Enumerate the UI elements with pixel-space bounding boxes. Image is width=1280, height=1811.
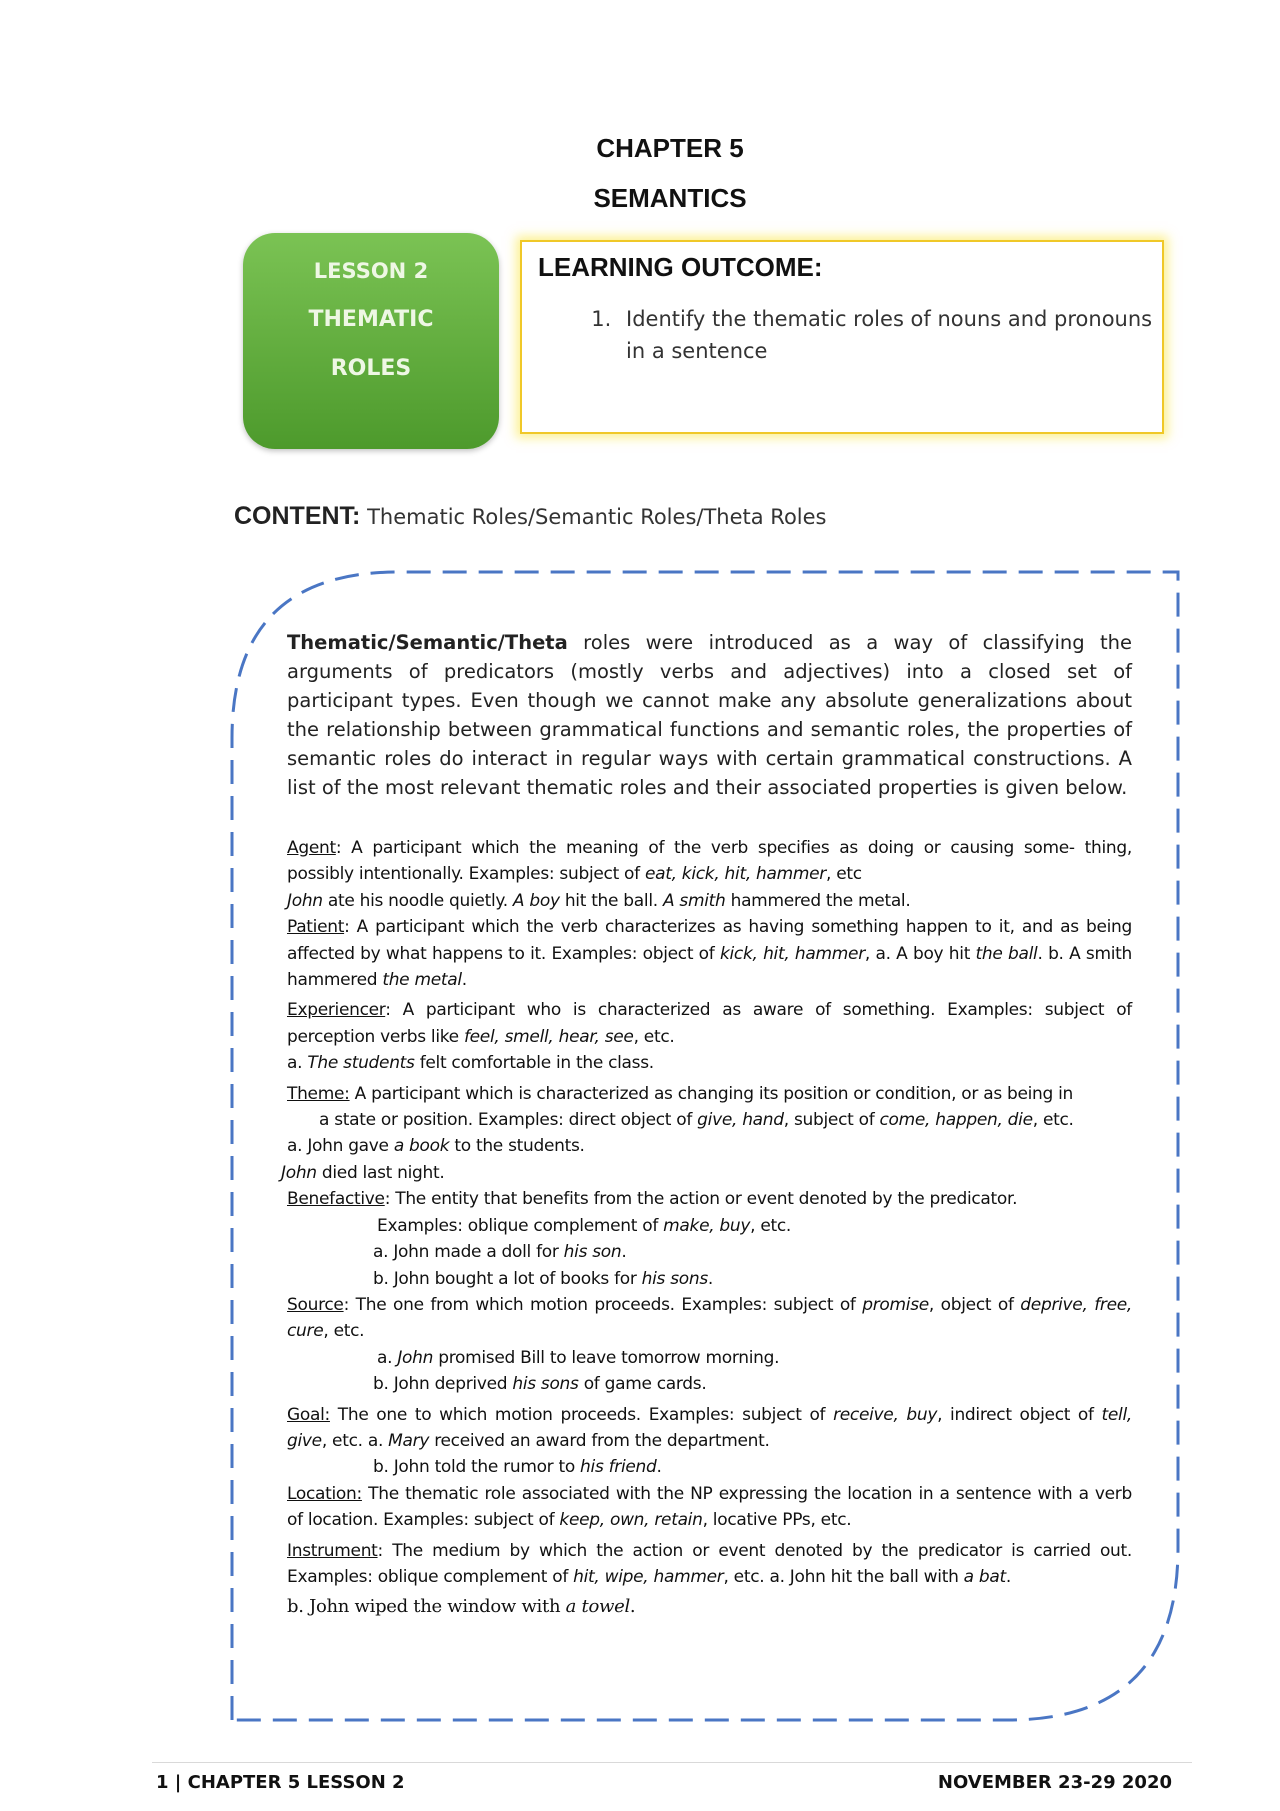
role-location (287, 1481, 1132, 1534)
sentence-part: of game cards. (578, 1374, 707, 1395)
role-definition-tail: , etc. (323, 1321, 365, 1342)
role-definition-mid: . b. A smith hammered (287, 943, 1133, 991)
sentence-part: a. (377, 1347, 398, 1368)
role-example: eat, kick, hit, hammer (644, 864, 826, 885)
role-example: Mary (388, 1430, 430, 1451)
role-benefactive-line-2 (287, 1213, 1132, 1239)
role-definition-tail: . (461, 970, 467, 991)
sentence-part: a. John gave (287, 1136, 394, 1157)
role-example: a bat (963, 1566, 1006, 1587)
content-text: Thematic Roles/Semantic Roles/Theta Roles (367, 505, 827, 529)
sentence-part: a towel (565, 1596, 630, 1618)
role-definition-tail: , etc. (750, 1215, 792, 1236)
role-definition-mid: , subject of (783, 1110, 880, 1131)
sentence-part: b. John bought a lot of books for (373, 1268, 642, 1289)
sentence-part: promised Bill to leave tomorrow morning. (433, 1347, 780, 1368)
sentence-part: b. John deprived (373, 1374, 513, 1395)
role-experiencer (287, 997, 1132, 1050)
role-sentence (287, 1371, 1132, 1397)
role-definition-mid: , object of (928, 1294, 1021, 1315)
footer-page-label: 1 | CHAPTER 5 LESSON 2 (156, 1772, 405, 1793)
role-definition-tail: . (1005, 1566, 1011, 1587)
role-term: Source (287, 1294, 344, 1315)
sentence-part: a book (393, 1136, 450, 1157)
sentence-part: John (287, 890, 323, 911)
sentence-part: felt comfortable in the class. (414, 1053, 654, 1074)
sentence-part: his sons (641, 1268, 708, 1289)
chapter-title: SEMANTICS (593, 183, 747, 213)
role-instrument (287, 1538, 1132, 1591)
role-source (287, 1292, 1132, 1345)
role-term: Goal: (287, 1404, 330, 1425)
role-sentence (287, 1266, 1132, 1292)
role-agent (287, 835, 1132, 888)
role-term: Patient (287, 917, 345, 938)
sentence-part: b. John told the rumor to (373, 1457, 581, 1478)
role-example: come, happen, die (879, 1110, 1033, 1131)
role-definition-tail: , etc (826, 864, 862, 885)
sentence-part: ate his noodle quietly. (322, 890, 513, 911)
lesson-number: LESSON 2 (313, 259, 429, 283)
sentence-part: John (281, 1162, 317, 1183)
role-definition-tail: received an award from the department. (429, 1430, 770, 1451)
role-example: the ball (975, 943, 1038, 964)
sentence-part: b. John wiped the window with (287, 1596, 566, 1618)
role-example: tell, give (287, 1404, 1132, 1451)
sentence-part: . (707, 1268, 714, 1289)
role-sentence (287, 1454, 1132, 1480)
role-example: deprive, free, cure (287, 1294, 1132, 1342)
role-benefactive (287, 1186, 1132, 1212)
learning-outcome-list (522, 303, 1162, 367)
role-definition: a state or position. Examples: direct object of (319, 1110, 698, 1131)
sentence-part: . (629, 1596, 636, 1618)
role-term: Benefactive (287, 1189, 385, 1210)
role-sentence (287, 1133, 1132, 1159)
role-definition-mid: , indirect object of (937, 1404, 1102, 1425)
role-example: receive, buy (833, 1404, 938, 1425)
role-definition: A participant which is characterized as changing its position or condition, or as being in (349, 1083, 1074, 1104)
sentence-part: died last night. (316, 1162, 445, 1183)
role-sentence (281, 1160, 1132, 1186)
role-definition-mid: , etc. a. (321, 1430, 389, 1451)
role-patient (287, 914, 1132, 993)
role-definition-tail: , etc. (633, 1026, 675, 1047)
chapter-number: CHAPTER 5 (596, 133, 744, 163)
sentence-part: his son (563, 1242, 622, 1263)
role-example: kick, hit, hammer (719, 943, 865, 964)
role-definition: : The medium by which the action or event denoted by the predicator is carried out. Examples: oblique complement of (287, 1540, 1132, 1587)
role-example: hit, wipe, hammer (573, 1566, 724, 1587)
role-example: promise (862, 1294, 929, 1315)
role-sentence (287, 1050, 1132, 1076)
role-definition: The one to which motion proceeds. Examples: subject of (329, 1404, 834, 1425)
lesson-title-line-1: THEMATIC (308, 307, 434, 332)
role-example: make, buy (663, 1215, 751, 1236)
role-definition: The thematic role associated with the NP expressing the location in a sentence with a verb of location. Examples: subject of (287, 1483, 1132, 1531)
role-definition-mid: , a. A boy hit (864, 943, 976, 964)
sentence-part: A boy (512, 890, 560, 911)
intro-text: roles were introduced as a way of classifying the arguments of predicators (mostly verbs and adjectives) into a closed set of participant types. Even though we cannot make any absolute generalizations about the relationship between grammatical functions and semantic roles, the properties of semantic roles do interact in regular ways with certain grammatical constructions. A list of the most relevant thematic roles and their associated properties is given below. (287, 631, 1132, 799)
role-definition: : A participant who is characterized as aware of something. Examples: subject of perception verbs like (287, 1000, 1132, 1047)
role-term: Experiencer (287, 1000, 386, 1021)
role-example: feel, smell, hear, see (463, 1026, 634, 1047)
sentence-part: . (656, 1457, 662, 1478)
role-definition: : The one from which motion proceeds. Examples: subject of (343, 1294, 863, 1315)
sentence-part: The students (307, 1053, 415, 1074)
role-definition: : A participant which the verb characterizes as having something happen to it, and as being affected by what happens to it. Examples: object of (287, 917, 1132, 964)
intro-bold: Thematic/Semantic/Theta (287, 631, 568, 654)
role-definition-tail: , etc. (1032, 1110, 1074, 1131)
role-example: give, hand (697, 1110, 784, 1131)
role-term: Theme: (287, 1083, 350, 1104)
role-definition: : The entity that benefits from the action or event denoted by the predicator. (384, 1189, 1018, 1210)
sentence-part: A smith (662, 890, 726, 911)
role-definition-mid: , etc. a. John hit the ball with (723, 1566, 964, 1587)
role-term: Agent (287, 838, 336, 858)
role-term: Location: (287, 1483, 362, 1504)
sentence-part: a. John made a doll for (373, 1242, 564, 1263)
role-sentence (287, 1345, 1132, 1371)
lesson-title-line-2: ROLES (330, 356, 412, 381)
content-label: CONTENT: (234, 502, 361, 530)
sentence-part: . (621, 1242, 627, 1263)
role-goal (287, 1402, 1132, 1455)
learning-outcome-heading: LEARNING OUTCOME: (538, 252, 823, 282)
role-definition: Examples: oblique complement of (377, 1215, 664, 1236)
sentence-part: hammered the metal. (725, 890, 911, 911)
lesson-badge (243, 233, 499, 449)
sentence-part: his sons (512, 1374, 579, 1395)
role-definition: : A participant which the meaning of the verb specifies as doing or causing some- thing, possibly intentionally. Examples: subject of (287, 838, 1132, 885)
role-theme-line-2 (287, 1107, 1132, 1133)
role-sentence (287, 888, 1132, 914)
sentence-part: his friend (580, 1457, 657, 1478)
role-term: Instrument (287, 1540, 378, 1561)
roles-list (281, 835, 1133, 1621)
sentence-part: a. (287, 1053, 308, 1074)
sentence-part: to the students. (449, 1136, 585, 1157)
role-sentence (287, 1594, 1132, 1620)
role-sentence (287, 1239, 1132, 1265)
intro-paragraph (287, 628, 1132, 802)
role-theme (287, 1081, 1132, 1107)
learning-outcome-item: 1. Identify the thematic roles of nouns and pronouns in a sentence (618, 303, 1162, 367)
role-example: the metal (382, 970, 462, 991)
sentence-part: hit the ball. (559, 890, 663, 911)
content-line (234, 502, 826, 531)
learning-outcome-box (520, 240, 1164, 434)
footer-divider (152, 1762, 1192, 1763)
role-definition-tail: , locative PPs, etc. (702, 1510, 852, 1531)
role-example: keep, own, retain (559, 1510, 703, 1531)
footer-date: NOVEMBER 23-29 2020 (937, 1772, 1172, 1793)
sentence-part: John (397, 1347, 434, 1368)
